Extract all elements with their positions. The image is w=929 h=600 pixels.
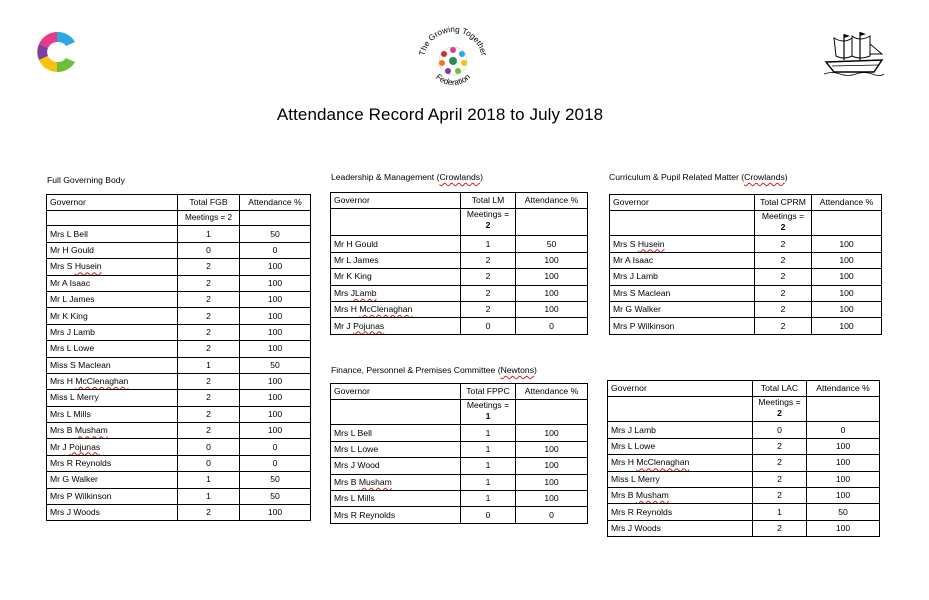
governor-name-cell: Mrs S Maclean <box>610 285 755 301</box>
table-row <box>47 390 311 406</box>
attendance-cell: 100 <box>812 285 882 301</box>
governor-name-cell: Mr J Pojunas <box>331 318 461 334</box>
governor-name-cell: Mrs L Bell <box>331 425 461 441</box>
table-row <box>47 488 311 504</box>
meetings-blank <box>331 209 461 236</box>
governor-name-cell: Mrs H McClenaghan <box>608 455 753 471</box>
governor-name-cell: Mrs L Lowe <box>331 441 461 457</box>
meetings-blank <box>331 400 461 425</box>
table-row <box>331 507 588 523</box>
meetings-count: Meetings = 2 <box>755 211 812 236</box>
attendance-cell: 50 <box>807 504 880 520</box>
meetings-row <box>331 209 588 236</box>
meetings-blank <box>240 211 311 226</box>
total-cell: 1 <box>178 226 240 242</box>
attendance-cell: 100 <box>807 455 880 471</box>
meetings-count: Meetings = 2 <box>461 209 516 236</box>
table-row <box>47 341 311 357</box>
table-row <box>331 269 588 285</box>
table-row <box>47 275 311 291</box>
table-row <box>331 441 588 457</box>
total-cell: 2 <box>178 308 240 324</box>
total-cell: 2 <box>755 318 812 334</box>
table-header-row <box>331 193 588 209</box>
total-cell: 0 <box>178 455 240 471</box>
header-total: Total FGB <box>178 195 240 211</box>
header-governor: Governor <box>331 193 461 209</box>
total-cell: 2 <box>461 301 516 317</box>
total-cell: 2 <box>461 285 516 301</box>
cprm-section-title: Curriculum & Pupil Related Matter (Crowlands) <box>609 172 788 182</box>
governor-name-cell: Mrs S Husein <box>47 259 178 275</box>
attendance-cell: 50 <box>516 236 588 252</box>
attendance-cell: 100 <box>516 285 588 301</box>
attendance-cell: 0 <box>240 455 311 471</box>
governor-name-cell: Mrs P Wilkinson <box>47 488 178 504</box>
total-cell: 2 <box>753 438 807 454</box>
attendance-cell: 100 <box>240 406 311 422</box>
ship-logo <box>822 30 886 78</box>
table-row <box>610 318 882 334</box>
attendance-cell: 100 <box>240 291 311 307</box>
meetings-blank <box>608 397 753 422</box>
total-cell: 1 <box>753 504 807 520</box>
table-row <box>47 455 311 471</box>
governor-name-cell: Mrs J Wood <box>331 458 461 474</box>
governor-name-cell: Miss L Merry <box>608 471 753 487</box>
total-cell: 0 <box>178 439 240 455</box>
governor-name-cell: Mrs J Woods <box>608 520 753 536</box>
attendance-cell: 100 <box>812 252 882 268</box>
governor-name-cell: Mrs L Lowe <box>47 341 178 357</box>
governor-name-cell: Mrs P Wilkinson <box>610 318 755 334</box>
governor-name-cell: Mrs L Mills <box>47 406 178 422</box>
total-cell: 1 <box>178 472 240 488</box>
table-row <box>331 318 588 334</box>
meetings-row <box>610 211 882 236</box>
attendance-cell: 100 <box>516 252 588 268</box>
table-row <box>47 472 311 488</box>
attendance-cell: 100 <box>807 487 880 503</box>
colorful-c-logo <box>34 28 80 76</box>
total-cell: 1 <box>461 458 516 474</box>
attendance-cell: 100 <box>240 373 311 389</box>
attendance-cell: 100 <box>516 425 588 441</box>
header-total: Total CPRM <box>755 195 812 211</box>
attendance-cell: 100 <box>812 236 882 252</box>
total-cell: 2 <box>178 373 240 389</box>
meetings-row <box>331 400 588 425</box>
attendance-cell: 100 <box>807 471 880 487</box>
table-row <box>331 458 588 474</box>
table-row <box>47 439 311 455</box>
table-row <box>331 252 588 268</box>
table-row <box>47 226 311 242</box>
cprm-table <box>609 194 882 335</box>
meetings-blank <box>610 211 755 236</box>
meetings-blank <box>812 211 882 236</box>
governor-name-cell: Mrs J Woods <box>47 505 178 521</box>
table-row <box>331 285 588 301</box>
table-row <box>47 406 311 422</box>
total-cell: 0 <box>178 242 240 258</box>
table-row <box>610 269 882 285</box>
governor-name-cell: Mr G Walker <box>610 301 755 317</box>
governor-name-cell: Mrs B Musham <box>608 487 753 503</box>
total-cell: 0 <box>461 507 516 523</box>
attendance-cell: 100 <box>807 520 880 536</box>
governor-name-cell: Mrs R Reynolds <box>608 504 753 520</box>
header-governor: Governor <box>47 195 178 211</box>
total-cell: 2 <box>178 390 240 406</box>
total-cell: 2 <box>753 455 807 471</box>
table-row <box>331 490 588 506</box>
meetings-row <box>608 397 880 422</box>
attendance-cell: 100 <box>240 259 311 275</box>
table-row <box>608 520 880 536</box>
total-cell: 0 <box>461 318 516 334</box>
table-row <box>47 357 311 373</box>
lm-table <box>330 192 588 335</box>
total-cell: 1 <box>461 236 516 252</box>
governor-name-cell: Mr K King <box>47 308 178 324</box>
governor-name-cell: Mr J Pojunas <box>47 439 178 455</box>
governor-name-cell: Mr A Isaac <box>47 275 178 291</box>
svg-text:The Growing Together: The Growing Together <box>417 24 489 57</box>
attendance-cell: 100 <box>516 458 588 474</box>
table-row <box>47 324 311 340</box>
attendance-cell: 0 <box>516 507 588 523</box>
table-row <box>608 455 880 471</box>
table-row <box>331 236 588 252</box>
page-title: Attendance Record April 2018 to July 2018 <box>276 105 604 124</box>
governor-name-cell: Mr L James <box>47 291 178 307</box>
meetings-blank <box>807 397 880 422</box>
table-header-row <box>331 384 588 400</box>
meetings-blank <box>516 209 588 236</box>
total-cell: 2 <box>753 520 807 536</box>
governor-name-cell: Mrs J Lamb <box>608 422 753 438</box>
total-cell: 2 <box>178 406 240 422</box>
svg-text:Federation: Federation <box>434 72 472 88</box>
attendance-cell: 100 <box>240 324 311 340</box>
table-row <box>608 471 880 487</box>
attendance-cell: 50 <box>240 472 311 488</box>
meetings-count: Meetings = 2 <box>753 397 807 422</box>
attendance-cell: 100 <box>812 301 882 317</box>
governor-name-cell: Mr L James <box>331 252 461 268</box>
table-header-row <box>610 195 882 211</box>
fppc-table <box>330 383 588 524</box>
attendance-cell: 50 <box>240 488 311 504</box>
governor-name-cell: Mrs B Musham <box>331 474 461 490</box>
attendance-cell: 100 <box>516 441 588 457</box>
table-row <box>610 285 882 301</box>
table-row <box>610 236 882 252</box>
total-cell: 2 <box>755 269 812 285</box>
governor-name-cell: Miss S Maclean <box>47 357 178 373</box>
governor-name-cell: Mr G Walker <box>47 472 178 488</box>
lm-section-title: Leadership & Management (Crowlands) <box>331 172 483 182</box>
header-attendance: Attendance % <box>240 195 311 211</box>
table-row <box>610 301 882 317</box>
table-row <box>610 252 882 268</box>
table-header-row <box>47 195 311 211</box>
table-row <box>47 505 311 521</box>
meetings-row <box>47 211 311 226</box>
governor-name-cell: Mr H Gould <box>331 236 461 252</box>
meetings-count: Meetings = 1 <box>461 400 516 425</box>
attendance-cell: 100 <box>807 438 880 454</box>
governor-name-cell: Mrs L Mills <box>331 490 461 506</box>
governor-name-cell: Mr A Isaac <box>610 252 755 268</box>
total-cell: 1 <box>178 357 240 373</box>
lac-table <box>607 380 880 537</box>
attendance-cell: 100 <box>240 390 311 406</box>
governor-name-cell: Miss L Merry <box>47 390 178 406</box>
table-row <box>331 474 588 490</box>
governor-name-cell: Mrs R Reynolds <box>47 455 178 471</box>
total-cell: 2 <box>461 252 516 268</box>
total-cell: 2 <box>178 275 240 291</box>
table-row <box>608 438 880 454</box>
attendance-cell: 0 <box>240 242 311 258</box>
total-cell: 2 <box>178 423 240 439</box>
table-header-row <box>608 381 880 397</box>
header-total: Total LAC <box>753 381 807 397</box>
total-cell: 2 <box>461 269 516 285</box>
table-row <box>608 487 880 503</box>
total-cell: 1 <box>461 425 516 441</box>
fgb-section-title: Full Governing Body <box>47 175 125 185</box>
meetings-count: Meetings = 2 <box>178 211 240 226</box>
header-governor: Governor <box>610 195 755 211</box>
governor-name-cell: Mrs L Bell <box>47 226 178 242</box>
total-cell: 1 <box>461 490 516 506</box>
total-cell: 2 <box>755 252 812 268</box>
table-row <box>608 504 880 520</box>
total-cell: 1 <box>461 474 516 490</box>
table-row <box>47 242 311 258</box>
governor-name-cell: Mrs JLamb <box>331 285 461 301</box>
fgb-table <box>46 194 311 521</box>
total-cell: 0 <box>753 422 807 438</box>
meetings-blank <box>47 211 178 226</box>
attendance-cell: 0 <box>807 422 880 438</box>
governor-name-cell: Mrs B Musham <box>47 423 178 439</box>
attendance-cell: 0 <box>516 318 588 334</box>
total-cell: 2 <box>753 487 807 503</box>
governor-name-cell: Mr H Gould <box>47 242 178 258</box>
attendance-cell: 100 <box>240 308 311 324</box>
attendance-cell: 50 <box>240 226 311 242</box>
attendance-cell: 100 <box>516 301 588 317</box>
total-cell: 2 <box>178 291 240 307</box>
total-cell: 1 <box>178 488 240 504</box>
table-row <box>47 308 311 324</box>
table-row <box>47 259 311 275</box>
header-attendance: Attendance % <box>807 381 880 397</box>
header-attendance: Attendance % <box>516 384 588 400</box>
total-cell: 2 <box>178 505 240 521</box>
governor-name-cell: Mrs L Lowe <box>608 438 753 454</box>
attendance-cell: 50 <box>240 357 311 373</box>
attendance-cell: 100 <box>240 341 311 357</box>
federation-logo <box>412 20 494 102</box>
total-cell: 2 <box>755 236 812 252</box>
attendance-cell: 100 <box>240 275 311 291</box>
header-attendance: Attendance % <box>516 193 588 209</box>
attendance-cell: 100 <box>812 269 882 285</box>
attendance-cell: 100 <box>240 423 311 439</box>
header-governor: Governor <box>608 381 753 397</box>
total-cell: 2 <box>178 259 240 275</box>
governor-name-cell: Mrs H McClenaghan <box>331 301 461 317</box>
governor-name-cell: Mrs J Lamb <box>610 269 755 285</box>
attendance-cell: 100 <box>812 318 882 334</box>
governor-name-cell: Mrs R Reynolds <box>331 507 461 523</box>
table-row <box>331 301 588 317</box>
attendance-cell: 100 <box>516 490 588 506</box>
header-attendance: Attendance % <box>812 195 882 211</box>
attendance-cell: 100 <box>516 474 588 490</box>
header-governor: Governor <box>331 384 461 400</box>
attendance-cell: 100 <box>240 505 311 521</box>
attendance-cell: 100 <box>516 269 588 285</box>
header-total: Total LM <box>461 193 516 209</box>
governor-name-cell: Mrs J Lamb <box>47 324 178 340</box>
governor-name-cell: Mrs S Husein <box>610 236 755 252</box>
header-total: Total FPPC <box>461 384 516 400</box>
total-cell: 2 <box>755 301 812 317</box>
table-row <box>331 425 588 441</box>
total-cell: 2 <box>178 324 240 340</box>
fppc-section-title: Finance, Personnel & Premises Committee (Newtons) <box>331 365 537 375</box>
attendance-cell: 0 <box>240 439 311 455</box>
table-row <box>47 373 311 389</box>
governor-name-cell: Mr K King <box>331 269 461 285</box>
table-row <box>47 423 311 439</box>
meetings-blank <box>516 400 588 425</box>
total-cell: 2 <box>753 471 807 487</box>
table-row <box>608 422 880 438</box>
governor-name-cell: Mrs H McClenaghan <box>47 373 178 389</box>
total-cell: 2 <box>178 341 240 357</box>
total-cell: 1 <box>461 441 516 457</box>
table-row <box>47 291 311 307</box>
total-cell: 2 <box>755 285 812 301</box>
